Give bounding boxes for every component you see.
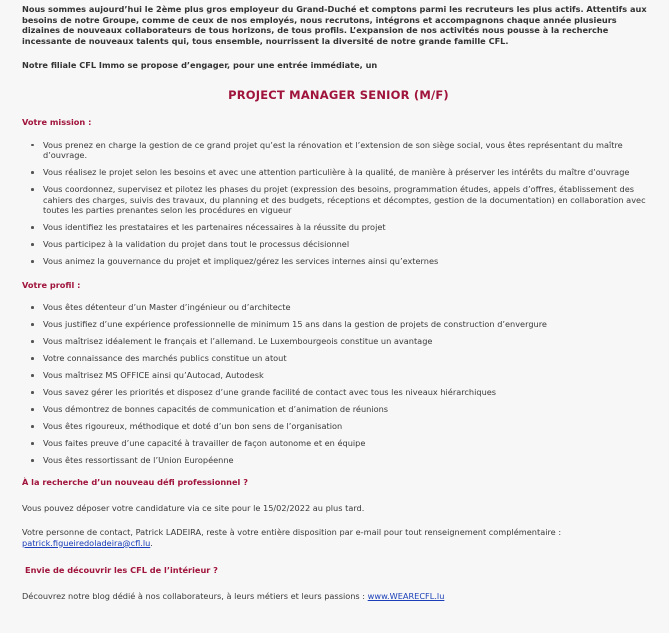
list-item: Vous faites preuve d’une capacité à travailler de façon autonome et en équipe <box>22 438 655 449</box>
list-item: Vous identifiez les prestataires et les partenaires nécessaires à la réussite du projet <box>22 222 655 233</box>
contact-email-link[interactable]: patrick.figueiredoladeira@cfl.lu <box>22 537 151 548</box>
list-item: Vous êtes rigoureux, méthodique et doté d’un bon sens de l’organisation <box>22 421 655 432</box>
list-item: Vous justifiez d’une expérience professionnelle de minimum 15 ans dans la gestion de projets de construction d’envergure <box>22 319 655 330</box>
challenge-heading: À la recherche d’un nouveau défi professionnel ? <box>22 476 248 487</box>
list-item: Vous démontrez de bonnes capacités de communication et d’animation de réunions <box>22 404 655 415</box>
list-item: Votre connaissance des marchés publics constitue un atout <box>22 353 655 364</box>
intro-paragraph: Nous sommes aujourd’hui le 2ème plus gros employeur du Grand-Duché et comptons parmi les recruteurs les plus actifs. Attentifs aux besoins de notre Groupe, comme de ceux de nos employés, nous recrutons, intégrons et accompagnons chaque année plusieurs dizaines de nouveaux collaborateurs de tous horizons, de tous profils. L’expansion de nos activités nous pousse à la recherche incessante de nouveaux talents qui, tous ensemble, nourrissent la diversité de notre grande famille CFL. <box>22 4 647 46</box>
lead-paragraph: Notre filiale CFL Immo se propose d’engager, pour une entrée immédiate, un <box>22 60 378 71</box>
profile-list <box>22 302 655 465</box>
list-item: Vous coordonnez, supervisez et pilotez les phases du projet (expression des besoins, programmation études, appels d’offres, établissement des cahiers des charges, suivis des travaux, du planning et des budgets, réceptions et décomptes, gestion de la documentation) en collaboration avec toutes les parties prenantes selon les procédures en vigueur <box>22 184 655 216</box>
list-item: Vous participez à la validation du projet dans tout le processus décisionnel <box>22 239 655 250</box>
list-item: Vous prenez en charge la gestion de ce grand projet qu’est la rénovation et l’extension de son siège social, vous êtes représentant du maître d’ouvrage. <box>22 140 655 161</box>
mission-heading: Votre mission : <box>22 116 92 127</box>
blog-link[interactable]: www.WEARECFL.lu <box>367 590 445 601</box>
list-item: Vous êtes détenteur d’un Master d’ingénieur ou d’architecte <box>22 302 655 313</box>
mission-list <box>22 140 655 267</box>
contact-paragraph <box>22 527 655 548</box>
list-item: Vous êtes ressortissant de l’Union Européenne <box>22 455 655 466</box>
list-item: Vous maîtrisez idéalement le français et l’allemand. Le Luxembourgeois constitue un avantage <box>22 336 655 347</box>
list-item: Vous réalisez le projet selon les besoins et avec une attention particulière à la qualité, de manière à préserver les intérêts du maître d’ouvrage <box>22 167 655 178</box>
list-item: Vous maîtrisez MS OFFICE ainsi qu’Autocad, Autodesk <box>22 370 655 381</box>
list-item: Vous savez gérer les priorités et disposez d’une grande facilité de contact avec tous les niveaux hiérarchiques <box>22 387 655 398</box>
job-title: PROJECT MANAGER SENIOR (M/F) <box>228 87 449 102</box>
list-item: Vous animez la gouvernance du projet et impliquez/gérez les services internes ainsi qu’externes <box>22 256 655 267</box>
interior-heading: Envie de découvrir les CFL de l’intérieur ? <box>25 565 218 576</box>
contact-suffix: . <box>150 537 153 548</box>
profile-heading: Votre profil : <box>22 279 81 290</box>
blog-paragraph <box>22 591 655 602</box>
deadline-paragraph: Vous pouvez déposer votre candidature via ce site pour le 15/02/2022 au plus tard. <box>22 502 365 513</box>
contact-text: Votre personne de contact, Patrick LADEIRA, reste à votre entière disposition par e-mail pour tout renseignement complémentaire : <box>22 527 562 538</box>
blog-text: Découvrez notre blog dédié à nos collaborateurs, à leurs métiers et leurs passions : <box>22 590 368 601</box>
